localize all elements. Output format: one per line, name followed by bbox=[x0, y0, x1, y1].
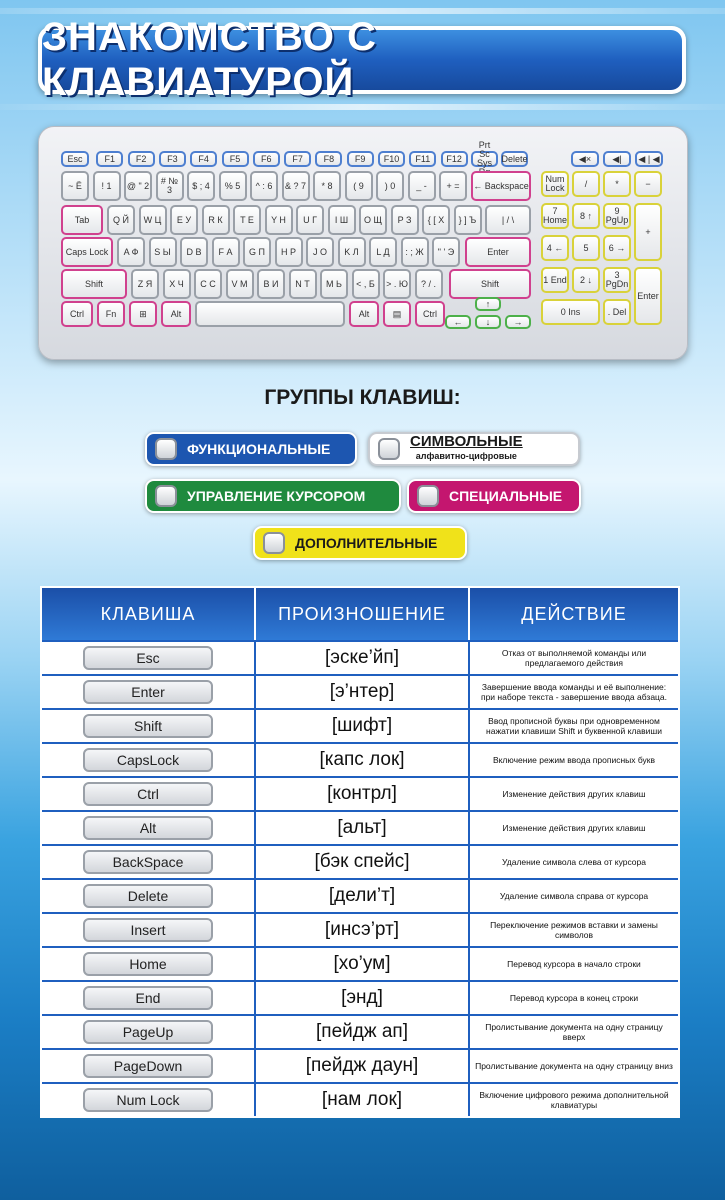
keyboard-key: F11 bbox=[409, 151, 436, 167]
table-row bbox=[42, 776, 678, 810]
keyboard-key: M Ь bbox=[320, 269, 348, 299]
cell-action bbox=[470, 642, 678, 674]
keyboard-key: & ? 7 bbox=[282, 171, 310, 201]
keyboard-key: @ " 2 bbox=[124, 171, 152, 201]
keyboard-key: P З bbox=[391, 205, 419, 235]
keyboard-key: − bbox=[634, 171, 662, 197]
keyboard-key: + bbox=[634, 203, 662, 261]
group-label: ФУНКЦИОНАЛЬНЫЕ bbox=[187, 441, 331, 457]
keyboard-key: ▤ bbox=[383, 301, 411, 327]
keyboard-key: / bbox=[572, 171, 600, 197]
keyboard-key: ( 9 bbox=[345, 171, 373, 201]
cell-action bbox=[470, 880, 678, 912]
keyboard-key: T Е bbox=[233, 205, 261, 235]
keyboard-key: S Ы bbox=[149, 237, 177, 267]
key-label: Home bbox=[83, 952, 213, 976]
keyboard-key: Fn bbox=[97, 301, 125, 327]
action-text: Отказ от выполняемой команды или предлагаемого действия bbox=[501, 648, 647, 668]
keyboard-key: F А bbox=[212, 237, 240, 267]
key-label: Ctrl bbox=[83, 782, 213, 806]
keyboard-key: 6 → bbox=[603, 235, 631, 261]
keyboard-key: Esc bbox=[61, 151, 89, 167]
keyboard-key: F1 bbox=[96, 151, 123, 167]
page-title: ЗНАКОМСТВО С КЛАВИАТУРОЙ bbox=[42, 15, 378, 104]
keyboard-key: C С bbox=[194, 269, 222, 299]
keyboard-key: ← Backspace bbox=[471, 171, 531, 201]
keyboard-key: F7 bbox=[284, 151, 311, 167]
groups-title: ГРУППЫ КЛАВИШ: bbox=[264, 386, 461, 409]
keyboard-key: K Л bbox=[338, 237, 366, 267]
cell-pronunciation bbox=[256, 778, 468, 810]
keyboard-key: ~ Ё bbox=[61, 171, 89, 201]
keyboard-key: 0 Ins bbox=[541, 299, 600, 325]
cell-key bbox=[42, 914, 254, 946]
action-text: Пролистывание документа на одну страницу вниз bbox=[475, 1061, 673, 1071]
cell-action bbox=[470, 710, 678, 742]
cell-pronunciation bbox=[256, 1050, 468, 1082]
pronunciation-text: [хо’ум] bbox=[333, 953, 391, 974]
key-label: PageDown bbox=[83, 1054, 213, 1078]
keyboard-key: ? / . bbox=[415, 269, 443, 299]
cell-pronunciation bbox=[256, 914, 468, 946]
keyboard-key: D В bbox=[180, 237, 208, 267]
decor-stripe bbox=[0, 8, 725, 14]
cell-action bbox=[470, 846, 678, 878]
keyboard-key: + = bbox=[439, 171, 467, 201]
keyboard-key: ← bbox=[445, 315, 471, 329]
key-label: BackSpace bbox=[83, 850, 213, 874]
keyboard-illustration bbox=[38, 126, 688, 360]
key-label: PageUp bbox=[83, 1020, 213, 1044]
cell-pronunciation bbox=[256, 880, 468, 912]
keyboard-key: U Г bbox=[296, 205, 324, 235]
cell-action bbox=[470, 778, 678, 810]
pronunciation-text: [контрл] bbox=[327, 783, 397, 804]
checkbox-icon bbox=[378, 438, 400, 460]
keyboard-key: R К bbox=[202, 205, 230, 235]
header-action: ДЕЙСТВИЕ bbox=[468, 588, 678, 640]
action-text: Переключение режимов вставки и замены символов bbox=[490, 920, 658, 940]
cell-key bbox=[42, 982, 254, 1014]
cell-action bbox=[470, 1084, 678, 1116]
checkbox-icon bbox=[155, 485, 177, 507]
keyboard-key: } ] Ъ bbox=[454, 205, 482, 235]
keyboard-key: Prt Sc Sys bbox=[471, 151, 498, 167]
key-label: Shift bbox=[83, 714, 213, 738]
keyboard-key: F3 bbox=[159, 151, 186, 167]
keyboard-key: Shift bbox=[61, 269, 127, 299]
keyboard-key: Alt bbox=[349, 301, 379, 327]
pronunciation-text: [инсэ’рт] bbox=[324, 919, 400, 940]
keyboard-key: F12 bbox=[441, 151, 468, 167]
group-cursor bbox=[145, 479, 401, 513]
keyboard-key: F4 bbox=[190, 151, 217, 167]
keyboard-key: | / \ bbox=[485, 205, 531, 235]
checkbox-icon bbox=[155, 438, 177, 460]
keyboard-key: { [ Х bbox=[422, 205, 450, 235]
cell-pronunciation bbox=[256, 1084, 468, 1116]
action-text: Ввод прописной буквы при одновременном нажатии клавиши Shift и буквенной клавиши bbox=[486, 716, 662, 736]
keyboard-key: * 8 bbox=[313, 171, 341, 201]
keyboard-key: Ctrl bbox=[61, 301, 93, 327]
cell-pronunciation bbox=[256, 982, 468, 1014]
key-label: Num Lock bbox=[83, 1088, 213, 1112]
keyboard-key: 7 Home bbox=[541, 203, 569, 229]
action-text: Удаление символа слева от курсора bbox=[502, 857, 646, 867]
action-text: Завершение ввода команды и её выполнение: при наборе текста - завершение ввода абзаца. bbox=[480, 682, 668, 702]
pronunciation-text: [капс лок] bbox=[319, 749, 405, 770]
keyboard-key: O Щ bbox=[359, 205, 387, 235]
action-text: Включение режим ввода прописных букв bbox=[492, 755, 656, 765]
pronunciation-text: [э’нтер] bbox=[329, 681, 395, 702]
table-row bbox=[42, 844, 678, 878]
pronunciation-text: [эске’йп] bbox=[325, 647, 399, 668]
table-body bbox=[42, 640, 678, 1116]
keyboard-key: ^ : 6 bbox=[250, 171, 278, 201]
cell-action bbox=[470, 1050, 678, 1082]
keyboard-key: Y Н bbox=[265, 205, 293, 235]
header-pronunciation: ПРОИЗНОШЕНИЕ bbox=[254, 588, 468, 640]
keyboard-key: ↑ bbox=[475, 297, 501, 311]
group-special bbox=[407, 479, 581, 513]
keyboard-key: N Т bbox=[289, 269, 317, 299]
action-text: Изменение действия других клавиш bbox=[502, 789, 646, 799]
key-label: End bbox=[83, 986, 213, 1010]
cell-pronunciation bbox=[256, 710, 468, 742]
keyboard-key: Enter bbox=[634, 267, 662, 325]
keyboard-key: < , Б bbox=[352, 269, 380, 299]
key-label: Enter bbox=[83, 680, 213, 704]
group-additional bbox=[253, 526, 467, 560]
keyboard-key: G П bbox=[243, 237, 271, 267]
keyboard-key: $ ; 4 bbox=[187, 171, 215, 201]
keyboard-key: Alt bbox=[161, 301, 191, 327]
keyboard-key: 2 ↓ bbox=[572, 267, 600, 293]
keyboard-key: F9 bbox=[347, 151, 374, 167]
key-label: Insert bbox=[83, 918, 213, 942]
keyboard-key: _ - bbox=[408, 171, 436, 201]
keyboard-key: Tab bbox=[61, 205, 103, 235]
pronunciation-text: [пейдж ап] bbox=[316, 1021, 408, 1042]
cell-key bbox=[42, 846, 254, 878]
cell-pronunciation bbox=[256, 846, 468, 878]
action-text: Перевод курсора в начало строки bbox=[507, 959, 641, 969]
pronunciation-text: [пейдж даун] bbox=[305, 1055, 419, 1076]
keyboard-key: 8 ↑ bbox=[572, 203, 600, 229]
cell-action bbox=[470, 982, 678, 1014]
keyboard-key: J О bbox=[306, 237, 334, 267]
keyboard-key: F8 bbox=[315, 151, 342, 167]
group-functional bbox=[145, 432, 357, 466]
keyboard-key: ◀ | ◀ bbox=[635, 151, 663, 167]
cell-pronunciation bbox=[256, 812, 468, 844]
title-banner bbox=[38, 15, 686, 104]
cell-key bbox=[42, 778, 254, 810]
keyboard-key: Q Й bbox=[107, 205, 135, 235]
keyboard-key: 3 PgDn bbox=[603, 267, 631, 293]
group-label: ДОПОЛНИТЕЛЬНЫЕ bbox=[295, 535, 438, 551]
cell-key bbox=[42, 880, 254, 912]
action-text: Перевод курсора в конец строки bbox=[509, 993, 639, 1003]
key-label: Esc bbox=[83, 646, 213, 670]
cell-key bbox=[42, 1016, 254, 1048]
cell-pronunciation bbox=[256, 676, 468, 708]
checkbox-icon bbox=[417, 485, 439, 507]
keyboard-key: Delete bbox=[501, 151, 528, 167]
table-row bbox=[42, 810, 678, 844]
keyboard-key: F6 bbox=[253, 151, 280, 167]
cell-action bbox=[470, 812, 678, 844]
cell-pronunciation bbox=[256, 1016, 468, 1048]
keyboard-key: . Del bbox=[603, 299, 631, 325]
table-row bbox=[42, 912, 678, 946]
keyboard-key: I Ш bbox=[328, 205, 356, 235]
keyboard-key: Enter bbox=[465, 237, 531, 267]
cell-action bbox=[470, 676, 678, 708]
keyboard-key: ) 0 bbox=[376, 171, 404, 201]
keyboard-key: B И bbox=[257, 269, 285, 299]
key-label: Delete bbox=[83, 884, 213, 908]
cell-action bbox=[470, 914, 678, 946]
keyboard-key: 1 End bbox=[541, 267, 569, 293]
cell-key bbox=[42, 1050, 254, 1082]
cell-key bbox=[42, 1084, 254, 1116]
keyboard-key: % 5 bbox=[219, 171, 247, 201]
group-label: УПРАВЛЕНИЕ КУРСОРОМ bbox=[187, 488, 366, 504]
keyboard-key: F2 bbox=[128, 151, 155, 167]
table-row bbox=[42, 1048, 678, 1082]
cell-action bbox=[470, 744, 678, 776]
keyboard-key: 5 bbox=[572, 235, 600, 261]
cell-action bbox=[470, 948, 678, 980]
pronunciation-text: [энд] bbox=[341, 987, 383, 1008]
table-row bbox=[42, 674, 678, 708]
pronunciation-text: [нам лок] bbox=[321, 1089, 403, 1110]
table-row bbox=[42, 1014, 678, 1048]
keyboard-key: ◀× bbox=[571, 151, 599, 167]
keyboard-key: " ' Э bbox=[432, 237, 460, 267]
keys-table bbox=[40, 586, 680, 1118]
table-header bbox=[42, 588, 678, 640]
keyboard-key: # № 3 bbox=[156, 171, 184, 201]
table-row bbox=[42, 640, 678, 674]
cell-key bbox=[42, 642, 254, 674]
keyboard-key: * bbox=[603, 171, 631, 197]
keyboard-key: Ctrl bbox=[415, 301, 445, 327]
group-label: СИМВОЛЬНЫЕ bbox=[410, 433, 523, 450]
keyboard-key: F5 bbox=[222, 151, 249, 167]
cell-key bbox=[42, 744, 254, 776]
action-text: Удаление символа справа от курсора bbox=[499, 891, 649, 901]
keyboard-key: ⊞ bbox=[129, 301, 157, 327]
cell-key bbox=[42, 948, 254, 980]
cell-pronunciation bbox=[256, 744, 468, 776]
group-sublabel: алфавитно-цифровые bbox=[415, 451, 517, 461]
header-key: КЛАВИША bbox=[42, 588, 254, 640]
key-label: Alt bbox=[83, 816, 213, 840]
cell-action bbox=[470, 1016, 678, 1048]
keyboard-key: L Д bbox=[369, 237, 397, 267]
keyboard-key: Shift bbox=[449, 269, 531, 299]
pronunciation-text: [альт] bbox=[337, 817, 387, 838]
action-text: Включение цифрового режима дополнительной клавиатуры bbox=[479, 1090, 669, 1110]
keyboard-key: 9 PgUp bbox=[603, 203, 631, 229]
keyboard-key: ◀| bbox=[603, 151, 631, 167]
table-row bbox=[42, 742, 678, 776]
keyboard-key: X Ч bbox=[163, 269, 191, 299]
keyboard-key: A Ф bbox=[117, 237, 145, 267]
keyboard-key: Z Я bbox=[131, 269, 159, 299]
group-label: СПЕЦИАЛЬНЫЕ bbox=[449, 488, 563, 504]
keyboard-key: : ; Ж bbox=[401, 237, 429, 267]
checkbox-icon bbox=[263, 532, 285, 554]
table-row bbox=[42, 1082, 678, 1116]
cell-key bbox=[42, 812, 254, 844]
keyboard-key: E У bbox=[170, 205, 198, 235]
key-label: CapsLock bbox=[83, 748, 213, 772]
cell-key bbox=[42, 676, 254, 708]
keyboard-key bbox=[195, 301, 345, 327]
keyboard-key: H Р bbox=[275, 237, 303, 267]
table-row bbox=[42, 946, 678, 980]
keyboard-key: 4 ← bbox=[541, 235, 569, 261]
keyboard-key: ↓ bbox=[475, 315, 501, 329]
cell-key bbox=[42, 710, 254, 742]
keyboard-key: W Ц bbox=[139, 205, 167, 235]
table-row bbox=[42, 708, 678, 742]
group-symbolic bbox=[368, 432, 580, 466]
keyboard-key: > . Ю bbox=[383, 269, 411, 299]
keyboard-key: Num Lock bbox=[541, 171, 569, 197]
pronunciation-text: [шифт] bbox=[331, 715, 393, 736]
pronunciation-text: [бэк спейс] bbox=[314, 851, 410, 872]
keyboard-key: → bbox=[505, 315, 531, 329]
pronunciation-text: [дели’т] bbox=[328, 885, 396, 906]
keyboard-key: ! 1 bbox=[93, 171, 121, 201]
cell-pronunciation bbox=[256, 642, 468, 674]
table-row bbox=[42, 980, 678, 1014]
keyboard-key: F10 bbox=[378, 151, 405, 167]
keyboard-key: V М bbox=[226, 269, 254, 299]
keyboard-key: Caps Lock bbox=[61, 237, 113, 267]
action-text: Изменение действия других клавиш bbox=[502, 823, 646, 833]
action-text: Пролистывание документа на одну страницу вверх bbox=[485, 1022, 663, 1042]
table-row bbox=[42, 878, 678, 912]
cell-pronunciation bbox=[256, 948, 468, 980]
